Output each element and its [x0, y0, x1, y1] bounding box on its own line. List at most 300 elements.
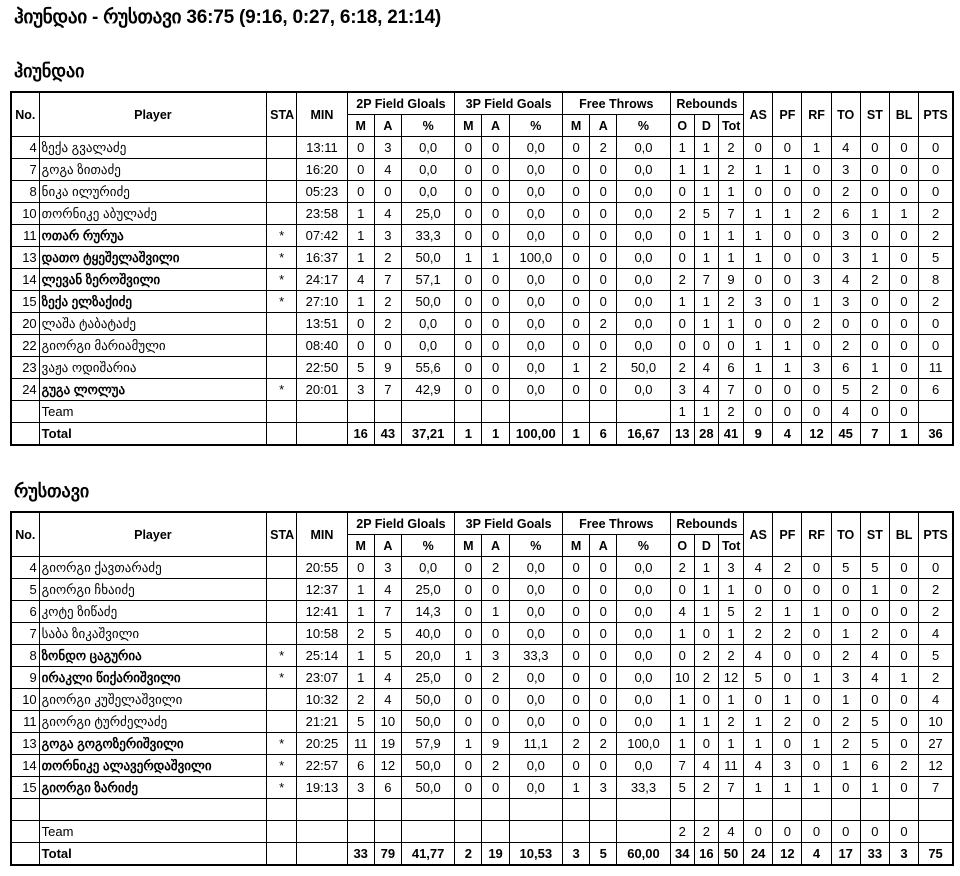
stat-pf — [773, 799, 802, 821]
stat-rf: 0 — [802, 159, 831, 181]
stat-d: 1 — [694, 159, 718, 181]
starter-mark: * — [267, 755, 297, 777]
stat-tot: 2 — [718, 137, 743, 159]
stat-o: 1 — [670, 159, 694, 181]
stat-p3: 0,0 — [509, 667, 562, 689]
stat-d: 1 — [694, 181, 718, 203]
stat-p2: 41,77 — [401, 843, 454, 866]
stat-pf: 0,0 — [617, 557, 670, 579]
stat-a3: 0 — [482, 137, 509, 159]
minutes: 10:32 — [297, 689, 347, 711]
stat-pts — [919, 401, 953, 423]
stat-m2: 0 — [347, 181, 374, 203]
stat-tot: 12 — [718, 667, 743, 689]
header-st: ST — [860, 512, 889, 557]
stat-o: 3 — [670, 379, 694, 401]
stat-p2: 50,0 — [401, 689, 454, 711]
minutes: 07:42 — [297, 225, 347, 247]
stat-mf: 1 — [562, 423, 589, 446]
player-number — [11, 799, 39, 821]
player-name: თორნიკე ალავერდაშვილი — [39, 755, 266, 777]
stat-pf: 1 — [773, 159, 802, 181]
stat-tot: 1 — [718, 181, 743, 203]
stat-pts: 0 — [919, 335, 953, 357]
stat-p2: 55,6 — [401, 357, 454, 379]
player-row — [11, 269, 953, 291]
player-number: 23 — [11, 357, 39, 379]
stat-tot: 1 — [718, 733, 743, 755]
player-name: ზონდო ცაგურია — [39, 645, 266, 667]
stat-p3: 0,0 — [509, 623, 562, 645]
stat-m2: 1 — [347, 579, 374, 601]
stat-st: 0 — [860, 137, 889, 159]
header-min: MIN — [297, 512, 347, 557]
stat-o — [670, 799, 694, 821]
stat-m3: 0 — [455, 357, 482, 379]
stat-a2: 5 — [374, 623, 401, 645]
stat-m3: 0 — [455, 379, 482, 401]
stat-a3 — [482, 799, 509, 821]
away-team-stats-table — [10, 511, 954, 866]
stat-pts: 5 — [919, 645, 953, 667]
stat-to: 6 — [831, 357, 860, 379]
header-sta: STA — [267, 92, 297, 137]
starter-mark: * — [267, 247, 297, 269]
stat-d: 0 — [694, 689, 718, 711]
stat-pf: 0,0 — [617, 137, 670, 159]
stat-a3: 2 — [482, 755, 509, 777]
subheader-m: M — [347, 535, 374, 557]
stat-d: 1 — [694, 579, 718, 601]
stat-p3: 100,0 — [509, 247, 562, 269]
stat-to: 0 — [831, 777, 860, 799]
player-name: გიორგი ქავთარაძე — [39, 557, 266, 579]
stat-a2: 2 — [374, 247, 401, 269]
stat-tot: 7 — [718, 203, 743, 225]
stat-to: 1 — [831, 623, 860, 645]
stat-pf: 2 — [773, 557, 802, 579]
starter-mark: * — [267, 733, 297, 755]
stat-d: 1 — [694, 225, 718, 247]
stat-p2: 14,3 — [401, 601, 454, 623]
stat-o: 2 — [670, 357, 694, 379]
stat-pf — [617, 821, 670, 843]
stat-st: 33 — [860, 843, 889, 866]
starter-mark — [267, 799, 297, 821]
subheader-d: D — [694, 115, 718, 137]
stat-d: 1 — [694, 137, 718, 159]
starter-mark — [267, 423, 297, 446]
stat-tot: 4 — [718, 821, 743, 843]
stat-p3: 0,0 — [509, 291, 562, 313]
stat-pf: 0,0 — [617, 667, 670, 689]
stat-pts: 12 — [919, 755, 953, 777]
stat-rf: 1 — [802, 733, 831, 755]
minutes: 24:17 — [297, 269, 347, 291]
stat-a2: 0 — [374, 335, 401, 357]
stat-tot: 2 — [718, 291, 743, 313]
subheader-pct: % — [509, 115, 562, 137]
stat-bl: 0 — [889, 557, 918, 579]
player-name: ზექა ელზაქიძე — [39, 291, 266, 313]
stat-st: 4 — [860, 645, 889, 667]
stat-pf: 0,0 — [617, 159, 670, 181]
stat-m3: 0 — [455, 159, 482, 181]
starter-mark — [267, 401, 297, 423]
stat-d: 0 — [694, 335, 718, 357]
stat-m3: 1 — [455, 645, 482, 667]
minutes: 12:37 — [297, 579, 347, 601]
stat-p2: 0,0 — [401, 557, 454, 579]
starter-mark — [267, 821, 297, 843]
stat-a2: 3 — [374, 557, 401, 579]
stat-as: 1 — [744, 335, 773, 357]
stat-pf: 50,0 — [617, 357, 670, 379]
stat-bl: 3 — [889, 843, 918, 866]
stat-pf: 0 — [773, 379, 802, 401]
stat-d: 1 — [694, 601, 718, 623]
stat-af: 0 — [590, 645, 617, 667]
stat-pf: 0,0 — [617, 291, 670, 313]
stat-mf: 0 — [562, 645, 589, 667]
stat-a2: 7 — [374, 601, 401, 623]
player-number: 8 — [11, 645, 39, 667]
stat-af — [590, 821, 617, 843]
stat-pf: 0,0 — [617, 181, 670, 203]
minutes — [297, 843, 347, 866]
player-row — [11, 225, 953, 247]
player-row — [11, 181, 953, 203]
stat-pts: 2 — [919, 203, 953, 225]
stat-a3: 1 — [482, 247, 509, 269]
player-row — [11, 335, 953, 357]
player-number: 8 — [11, 181, 39, 203]
header-to: TO — [831, 92, 860, 137]
stat-a2: 79 — [374, 843, 401, 866]
stat-a3: 0 — [482, 711, 509, 733]
stat-mf: 0 — [562, 689, 589, 711]
stat-pts: 4 — [919, 623, 953, 645]
team-row — [11, 821, 953, 843]
stat-bl: 0 — [889, 269, 918, 291]
stat-rf: 0 — [802, 557, 831, 579]
stat-d: 1 — [694, 401, 718, 423]
stat-p3: 0,0 — [509, 601, 562, 623]
stat-rf: 2 — [802, 203, 831, 225]
stat-o: 1 — [670, 733, 694, 755]
stat-pf: 0 — [773, 181, 802, 203]
stat-af: 0 — [590, 335, 617, 357]
starter-mark — [267, 623, 297, 645]
header-bl: BL — [889, 512, 918, 557]
stat-m2 — [347, 799, 374, 821]
player-row — [11, 247, 953, 269]
stat-d: 4 — [694, 755, 718, 777]
stat-a2: 4 — [374, 689, 401, 711]
stat-m2: 6 — [347, 755, 374, 777]
subheader-o: O — [670, 115, 694, 137]
stat-bl: 0 — [889, 313, 918, 335]
stat-a3: 19 — [482, 843, 509, 866]
stat-to: 0 — [831, 601, 860, 623]
player-name: გიორგი ჩხაიძე — [39, 579, 266, 601]
player-name: გოგა ზითაძე — [39, 159, 266, 181]
stat-mf: 0 — [562, 247, 589, 269]
stat-bl: 0 — [889, 777, 918, 799]
stat-bl: 1 — [889, 423, 918, 446]
stat-pf — [617, 401, 670, 423]
stat-bl: 0 — [889, 159, 918, 181]
stat-mf: 0 — [562, 711, 589, 733]
stat-p3: 100,00 — [509, 423, 562, 446]
stat-o: 5 — [670, 777, 694, 799]
stat-as: 1 — [744, 203, 773, 225]
stat-bl: 0 — [889, 401, 918, 423]
stat-rf: 0 — [802, 247, 831, 269]
stat-st: 7 — [860, 423, 889, 446]
stat-p3: 0,0 — [509, 159, 562, 181]
minutes — [297, 423, 347, 446]
stat-bl: 0 — [889, 181, 918, 203]
header-rebounds: Rebounds — [670, 512, 743, 535]
minutes — [297, 401, 347, 423]
stat-tot: 2 — [718, 711, 743, 733]
starter-mark: * — [267, 645, 297, 667]
stat-mf — [562, 401, 589, 423]
starter-mark — [267, 203, 297, 225]
stat-pts: 5 — [919, 247, 953, 269]
minutes: 23:07 — [297, 667, 347, 689]
stat-as: 4 — [744, 645, 773, 667]
stat-rf: 0 — [802, 335, 831, 357]
stat-a3: 0 — [482, 579, 509, 601]
stat-pts: 2 — [919, 601, 953, 623]
stat-a3 — [482, 821, 509, 843]
stat-m3: 0 — [455, 313, 482, 335]
minutes: 19:13 — [297, 777, 347, 799]
minutes — [297, 821, 347, 843]
stat-p3: 0,0 — [509, 225, 562, 247]
stat-pts: 4 — [919, 689, 953, 711]
player-row — [11, 557, 953, 579]
player-name: ლევან ზეროშვილი — [39, 269, 266, 291]
subheader-a: A — [374, 115, 401, 137]
stat-pf: 0 — [773, 269, 802, 291]
stat-a3: 2 — [482, 557, 509, 579]
stat-p3: 0,0 — [509, 269, 562, 291]
stat-mf: 0 — [562, 181, 589, 203]
stat-pts: 2 — [919, 291, 953, 313]
stat-m3: 1 — [455, 423, 482, 446]
player-name: ოთარ რურუა — [39, 225, 266, 247]
stat-af: 0 — [590, 269, 617, 291]
stat-as: 0 — [744, 379, 773, 401]
stat-m3: 0 — [455, 711, 482, 733]
stat-as: 1 — [744, 711, 773, 733]
stat-bl: 0 — [889, 711, 918, 733]
stat-a3: 0 — [482, 335, 509, 357]
stat-pf: 0 — [773, 401, 802, 423]
stat-rf: 0 — [802, 181, 831, 203]
stat-d: 2 — [694, 777, 718, 799]
stat-a2: 43 — [374, 423, 401, 446]
player-number: 5 — [11, 579, 39, 601]
starter-mark — [267, 357, 297, 379]
stat-p3: 0,0 — [509, 689, 562, 711]
stat-to: 3 — [831, 247, 860, 269]
header-pts: PTS — [919, 92, 953, 137]
stat-p2: 50,0 — [401, 777, 454, 799]
stat-pf: 0,0 — [617, 247, 670, 269]
stat-st: 0 — [860, 313, 889, 335]
stat-to: 3 — [831, 159, 860, 181]
stat-pts: 2 — [919, 667, 953, 689]
starter-mark — [267, 843, 297, 866]
stat-pf: 2 — [773, 711, 802, 733]
header-free-throws: Free Throws — [562, 512, 670, 535]
stat-p2 — [401, 401, 454, 423]
stat-a2: 0 — [374, 181, 401, 203]
stat-tot: 2 — [718, 159, 743, 181]
stat-m2: 1 — [347, 645, 374, 667]
stat-a2: 6 — [374, 777, 401, 799]
stat-tot: 1 — [718, 623, 743, 645]
header-player: Player — [39, 512, 266, 557]
stat-rf: 0 — [802, 225, 831, 247]
stat-d: 1 — [694, 247, 718, 269]
stat-a2: 5 — [374, 645, 401, 667]
player-row — [11, 357, 953, 379]
stat-p2: 42,9 — [401, 379, 454, 401]
stat-af — [590, 799, 617, 821]
stat-as: 1 — [744, 357, 773, 379]
stat-m2: 11 — [347, 733, 374, 755]
stat-a3 — [482, 401, 509, 423]
player-name: ნიკა ილურიძე — [39, 181, 266, 203]
stat-p2: 0,0 — [401, 181, 454, 203]
stat-st: 0 — [860, 821, 889, 843]
stat-bl: 0 — [889, 821, 918, 843]
header-rf: RF — [802, 92, 831, 137]
minutes — [297, 799, 347, 821]
stat-bl — [889, 799, 918, 821]
stat-m2: 0 — [347, 159, 374, 181]
stat-p3: 0,0 — [509, 203, 562, 225]
stat-as: 4 — [744, 755, 773, 777]
player-number: 15 — [11, 291, 39, 313]
starter-mark: * — [267, 291, 297, 313]
stat-a3: 0 — [482, 225, 509, 247]
stat-mf: 0 — [562, 623, 589, 645]
stat-pf: 0,0 — [617, 203, 670, 225]
stat-pf: 4 — [773, 423, 802, 446]
starter-mark — [267, 159, 297, 181]
starter-mark: * — [267, 269, 297, 291]
stat-pf: 1 — [773, 203, 802, 225]
player-name: Total — [39, 423, 266, 446]
player-number: 13 — [11, 247, 39, 269]
stat-pf: 0 — [773, 733, 802, 755]
stat-a3: 0 — [482, 269, 509, 291]
stat-tot: 41 — [718, 423, 743, 446]
stat-pf: 0,0 — [617, 601, 670, 623]
stat-p2: 0,0 — [401, 335, 454, 357]
stat-d: 2 — [694, 821, 718, 843]
player-row — [11, 203, 953, 225]
stat-pf: 2 — [773, 623, 802, 645]
player-name: ზექა გვალაძე — [39, 137, 266, 159]
stat-bl: 0 — [889, 225, 918, 247]
stat-to: 1 — [831, 755, 860, 777]
stat-st: 0 — [860, 401, 889, 423]
stat-to: 2 — [831, 733, 860, 755]
stat-af: 0 — [590, 667, 617, 689]
stat-m3: 0 — [455, 777, 482, 799]
stat-af: 2 — [590, 733, 617, 755]
starter-mark — [267, 601, 297, 623]
header-player: Player — [39, 92, 266, 137]
player-number — [11, 423, 39, 446]
header-as: AS — [744, 92, 773, 137]
starter-mark — [267, 137, 297, 159]
player-name: გუგა ლოლუა — [39, 379, 266, 401]
stat-pf: 0 — [773, 579, 802, 601]
stat-p3: 0,0 — [509, 755, 562, 777]
stat-mf: 0 — [562, 601, 589, 623]
stat-a3: 0 — [482, 357, 509, 379]
stat-pf — [617, 799, 670, 821]
stat-to: 17 — [831, 843, 860, 866]
stat-pf: 0,0 — [617, 711, 670, 733]
stat-st: 5 — [860, 733, 889, 755]
stat-as: 9 — [744, 423, 773, 446]
header-row — [11, 512, 953, 535]
player-row — [11, 137, 953, 159]
stat-m2: 5 — [347, 711, 374, 733]
stat-af: 0 — [590, 181, 617, 203]
player-row — [11, 601, 953, 623]
stat-a3: 0 — [482, 181, 509, 203]
stat-p3: 0,0 — [509, 557, 562, 579]
stat-tot: 2 — [718, 401, 743, 423]
stat-rf: 0 — [802, 689, 831, 711]
stat-a2: 4 — [374, 667, 401, 689]
player-name: ვაჟა ოდიშარია — [39, 357, 266, 379]
stat-m3: 0 — [455, 291, 482, 313]
header-as: AS — [744, 512, 773, 557]
subheader-tot: Tot — [718, 115, 743, 137]
stat-tot: 0 — [718, 335, 743, 357]
minutes: 27:10 — [297, 291, 347, 313]
subheader-pct: % — [617, 535, 670, 557]
player-number: 13 — [11, 733, 39, 755]
stat-d — [694, 799, 718, 821]
minutes: 20:01 — [297, 379, 347, 401]
stat-a3: 0 — [482, 623, 509, 645]
stat-m2: 0 — [347, 313, 374, 335]
stat-bl: 0 — [889, 601, 918, 623]
stat-o: 13 — [670, 423, 694, 446]
stat-p2: 50,0 — [401, 711, 454, 733]
stat-as: 0 — [744, 821, 773, 843]
stat-p2: 50,0 — [401, 291, 454, 313]
stat-pts: 2 — [919, 579, 953, 601]
stat-a2: 9 — [374, 357, 401, 379]
stat-a3: 3 — [482, 645, 509, 667]
header-pf: PF — [773, 512, 802, 557]
stat-to: 0 — [831, 579, 860, 601]
subheader-m: M — [455, 535, 482, 557]
